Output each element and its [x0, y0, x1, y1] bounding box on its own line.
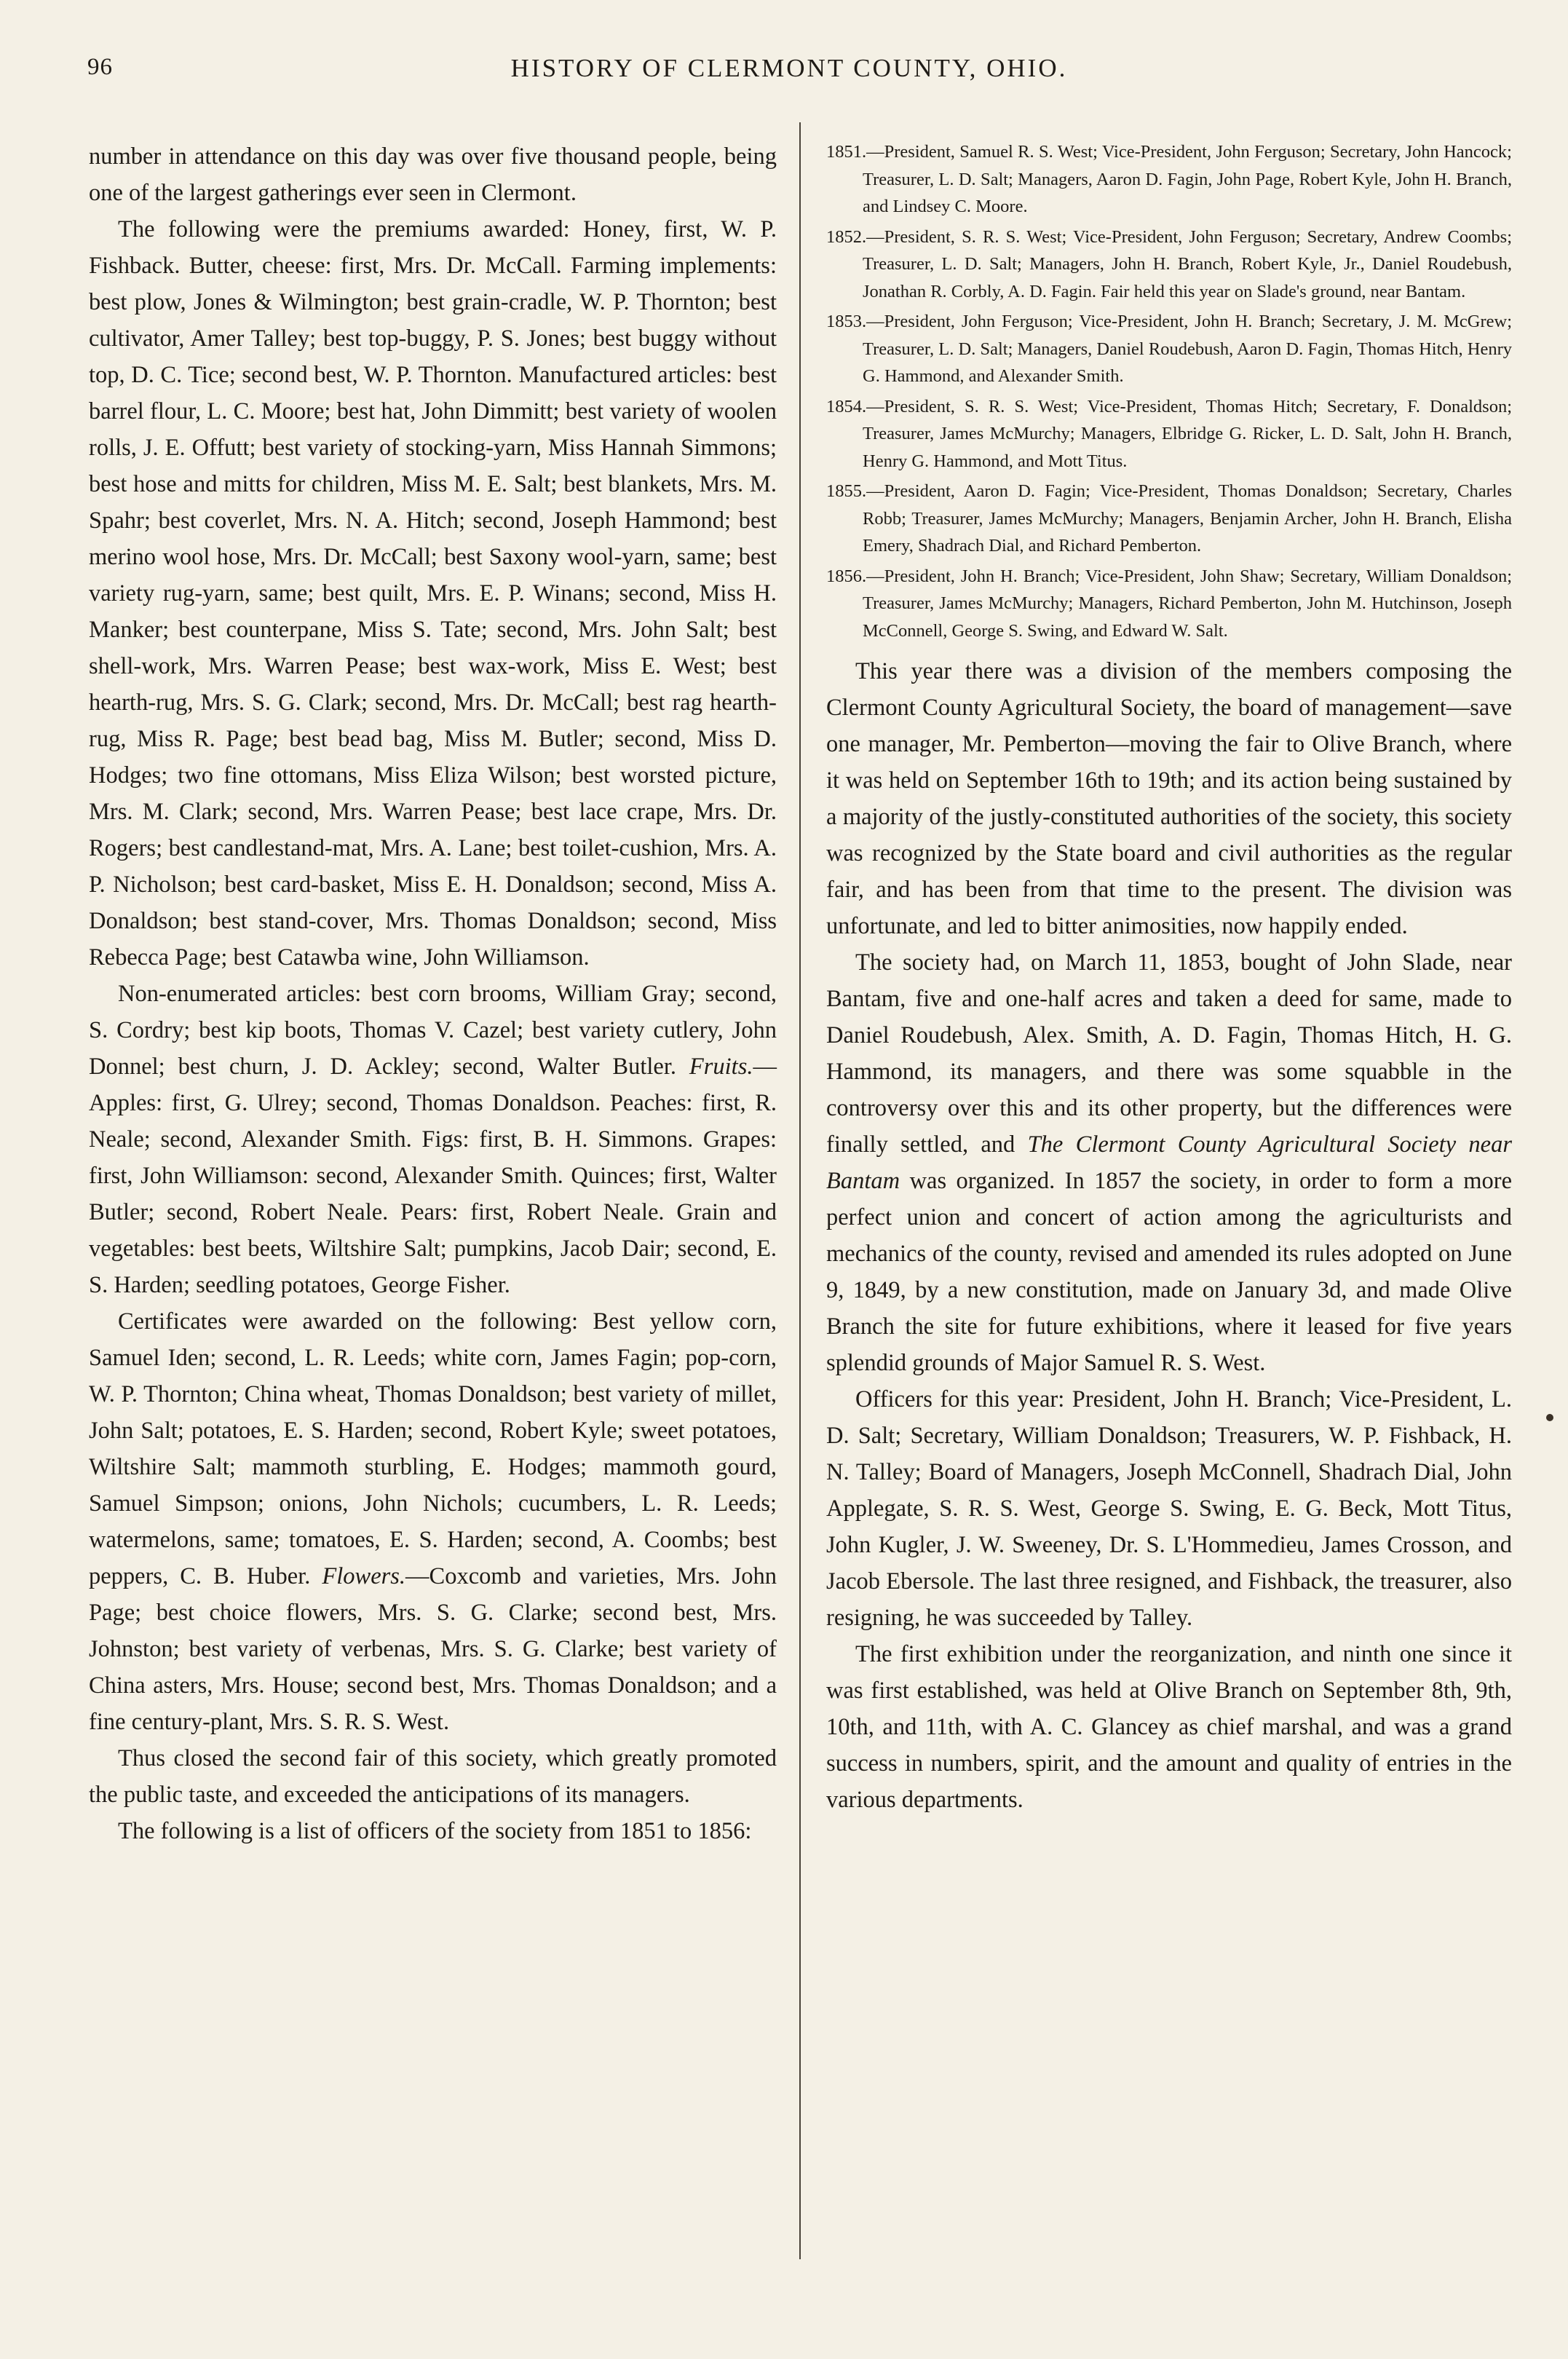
officers-entry: [826, 393, 1512, 475]
officers-text: —President, S. R. S. West; Vice-President, Thomas Hitch; Secretary, F. Donaldson; Treasurer, James McMurchy; Managers, Elbridge G. Ricker, L. D. Salt, John H. Branch, Henry G. Hammond, and Mott Titus.: [863, 396, 1512, 471]
paragraph-officers-year: Officers for this year: President, John H. Branch; Vice-President, L. D. Salt; Secretary, William Donaldson; Treasurers, W. P. Fishback, H. N. Talley; Board of Managers, Joseph McConnell, Shadrach Dial, John Applegate, S. R. S. West, George S. Swing, E. G. Beck, Mott Titus, John Kugler, J. W. Sweeney, Dr. S. L'Hommedieu, James Crosson, and Jacob Ebersole. The last three resigned, and Fishback, the treasurer, also resigning, he was succeeded by Talley.: [826, 1386, 1512, 1631]
right-column: [826, 138, 1512, 1818]
running-head: HISTORY OF CLERMONT COUNTY, OHIO.: [510, 54, 1068, 82]
officers-entry: [826, 138, 1512, 221]
officers-year: 1853.: [826, 312, 867, 331]
paragraph: Thus closed the second fair of this society, which greatly promoted the public taste, and exceeded the anticipations of its managers.: [89, 1745, 777, 1808]
officers-year: 1856.: [826, 566, 867, 586]
officers-list: [826, 138, 1512, 644]
officers-entry: [826, 563, 1512, 645]
text-run: The society had, on March 11, 1853, bought of John Slade, near Bantam, five and one-half acres and taken a deed for same, made to Daniel Roudebush, Alex. Smith, A. D. Fagin, Thomas Hitch, H. G. Hammond, its managers, and there was some squabble in the controversy over this and its other property, but the differences were finally settled, and: [826, 949, 1512, 1158]
officers-text: —President, Samuel R. S. West; Vice-President, John Ferguson; Secretary, John Hancock; Treasurer, L. D. Salt; Managers, Aaron D. Fagin, John Page, Robert Kyle, John H. Branch, and Lindsey C. Moore.: [863, 142, 1512, 216]
page-header: [80, 54, 1498, 86]
paragraph-non-enumerated: [89, 976, 777, 1303]
officers-year: 1851.: [826, 142, 867, 162]
fruits-heading: Fruits.: [689, 1054, 753, 1080]
officers-year: 1852.: [826, 226, 867, 247]
column-divider: [799, 122, 801, 2259]
text-run: was organized. In 1857 the society, in order to form a more perfect union and concert of action among the agriculturists and mechanics of the county, revised and amended its rules adopted on June 9, 1849, by a new constitution, made on January 3d, and made Olive Branch the site for future exhibitions, where it leased for five years splendid grounds of Major Samuel R. S. West.: [826, 1168, 1512, 1376]
officers-year: 1855.: [826, 481, 867, 501]
text-run: Certificates were awarded on the following: Best yellow corn, Samuel Iden; second, L. R. Leeds; white corn, James Fagin; pop-corn, W. P. Thornton; China wheat, Thomas Donaldson; best variety of millet, John Salt; potatoes, E. S. Harden; second, Robert Kyle; sweet potatoes, Wiltshire Salt; mammoth sturbling, E. Hodges; mammoth gourd, Samuel Simpson; onions, John Nichols; cucumbers, L. R. Leeds; watermelons, same; tomatoes, E. S. Harden; second, A. Coombs; best peppers, C. B. Huber.: [89, 1308, 777, 1589]
paragraph: number in attendance on this day was over five thousand people, being one of the largest gatherings ever seen in Clermont.: [89, 143, 777, 206]
paragraph: The following is a list of officers of the society from 1851 to 1856:: [118, 1818, 752, 1844]
page-number: 96: [87, 54, 113, 80]
officers-text: —President, S. R. S. West; Vice-President, John Ferguson; Secretary, Andrew Coombs; Treasurer, L. D. Salt; Managers, John H. Branch, Robert Kyle, Jr., Daniel Roudebush, Jonathan R. Corbly, A. D. Fagin. Fair held this year on Slade's ground, near Bantam.: [863, 226, 1512, 301]
text-run: —Apples: first, G. Ulrey; second, Thomas Donaldson. Peaches: first, R. Neale; second, Alexander Smith. Figs: first, B. H. Simmons. Grapes: first, John Williamson: second, Alexander Smith. Quinces; first, Walter Butler; second, Robert Neale. Pears: first, Robert Neale. Grain and vegetables: best beets, Wiltshire Salt; pumpkins, Jacob Dair; second, E. S. Harden; seedling potatoes, George Fisher.: [89, 1054, 777, 1298]
society-title: The Clermont County Agricultural Society near Bantam: [826, 1131, 1512, 1194]
officers-text: —President, Aaron D. Fagin; Vice-President, Thomas Donaldson; Secretary, Charles Robb; Treasurer, James McMurchy; Managers, Benjamin Archer, John H. Branch, Elisha Emery, Shadrach Dial, and Richard Pemberton.: [863, 481, 1512, 556]
paragraph-certificates: [89, 1303, 777, 1740]
left-column: [89, 138, 777, 1849]
paragraph-division: This year there was a division of the members composing the Clermont County Agricultural Society, the board of management—save one manager, Mr. Pemberton—moving the fair to Olive Branch, where it was held on September 16th to 19th; and its action being sustained by a majority of the justly-constituted authorities of the society, this society was recognized by the State board and civil authorities as the regular fair, and has been from that time to the present. The division was unfortunate, and led to bitter animosities, now happily ended.: [826, 658, 1512, 939]
officers-text: —President, John Ferguson; Vice-President, John H. Branch; Secretary, J. M. McGrew; Treasurer, L. D. Salt; Managers, Daniel Roudebush, Aaron D. Fagin, Thomas Hitch, Henry G. Hammond, and Alexander Smith.: [863, 312, 1512, 386]
paragraph-bantam: [826, 944, 1512, 1381]
text-run: —Coxcomb and varieties, Mrs. John Page; best choice flowers, Mrs. S. G. Clarke; second best, Mrs. Johnston; best variety of verbenas, Mrs. S. G. Clarke; best variety of China asters, Mrs. House; second best, Mrs. Thomas Donaldson; and a fine century-plant, Mrs. S. R. S. West.: [89, 1563, 777, 1735]
officers-entry: [826, 308, 1512, 390]
paragraph-first-exhibition: The first exhibition under the reorganization, and ninth one since it was first established, was held at Olive Branch on September 8th, 9th, 10th, and 11th, with A. C. Glancey as chief marshal, and was a grand success in numbers, spirit, and the amount and quality of entries in the various departments.: [826, 1641, 1512, 1813]
paragraph-premiums: The following were the premiums awarded: Honey, first, W. P. Fishback. Butter, cheese: first, Mrs. Dr. McCall. Farming implements: best plow, Jones & Wilmington; best grain-cradle, W. P. Thornton; best cultivator, Amer Talley; best top-buggy, P. S. Jones; best buggy without top, D. C. Tice; second best, W. P. Thornton. Manufactured articles: best barrel flour, L. C. Moore; best hat, John Dimmitt; best variety of woolen rolls, J. E. Offutt; best variety of stocking-yarn, Miss Hannah Simmons; best hose and mitts for children, Miss M. E. Salt; best blankets, Mrs. M. Spahr; best coverlet, Mrs. N. A. Hitch; second, Joseph Hammond; best merino wool hose, Mrs. Dr. McCall; best Saxony wool-yarn, same; best variety rug-yarn, same; best quilt, Mrs. E. P. Winans; second, Miss H. Manker; best counterpane, Miss S. Tate; second, Mrs. John Salt; best shell-work, Mrs. Warren Pease; best wax-work, Miss E. West; best hearth-rug, Mrs. S. G. Clark; second, Mrs. Dr. McCall; best rag hearth-rug, Miss R. Page; best bead bag, Miss M. Butler; second, Miss D. Hodges; two fine ottomans, Miss Eliza Wilson; best worsted picture, Mrs. M. Clark; second, Mrs. Warren Pease; best lace crape, Mrs. Dr. Rogers; best candlestand-mat, Mrs. A. Lane; best toilet-cushion, Mrs. A. P. Nicholson; best card-basket, Miss E. H. Donaldson; second, Miss A. Donaldson; best stand-cover, Mrs. Thomas Donaldson; second, Miss Rebecca Page; best Catawba wine, John Williamson.: [89, 216, 777, 971]
officers-entry: [826, 224, 1512, 306]
officers-year: 1854.: [826, 396, 867, 416]
text-run: Non-enumerated articles: best corn brooms, William Gray; second, S. Cordry; best kip boots, Thomas V. Cazel; best variety cutlery, John Donnel; best churn, J. D. Ackley; second, Walter Butler.: [89, 981, 777, 1080]
officers-text: —President, John H. Branch; Vice-President, John Shaw; Secretary, William Donaldson; Treasurer, James McMurchy; Managers, Richard Pemberton, John M. Hutchinson, Joseph McConnell, George S. Swing, and Edward W. Salt.: [863, 566, 1512, 641]
officers-entry: [826, 478, 1512, 560]
flowers-heading: Flowers.: [322, 1563, 406, 1589]
margin-mark: [1546, 1414, 1553, 1421]
